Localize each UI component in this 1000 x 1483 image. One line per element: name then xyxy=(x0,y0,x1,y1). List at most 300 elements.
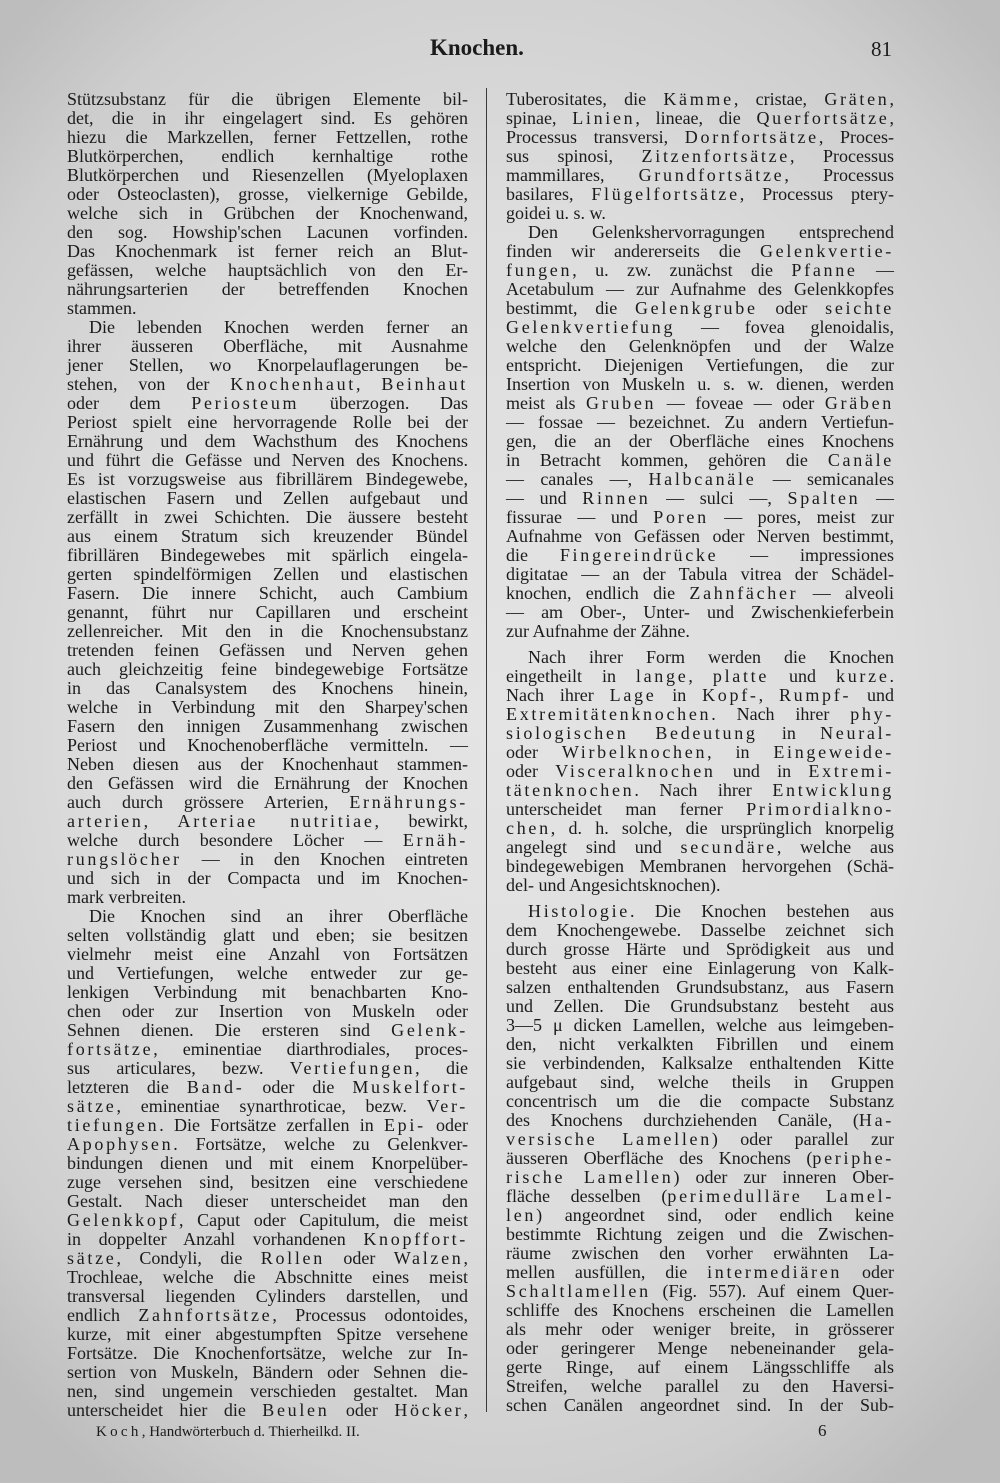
spaced-text-segment: Extremi- xyxy=(808,761,894,781)
text-line xyxy=(506,1054,894,1073)
text-line xyxy=(67,679,468,698)
spaced-text-segment: Grundfortsätze xyxy=(638,165,785,185)
text-segment: salzen enthaltenden Grundsubstanz, aus Fasern xyxy=(506,977,894,997)
text-segment: Ernährung und dem Wachsthum des Knochens xyxy=(67,431,468,451)
text-line xyxy=(67,109,468,128)
text-line xyxy=(67,1401,468,1420)
text-segment: . Die Knochen bestehen aus xyxy=(630,901,894,921)
text-segment: goidei u. s. w. xyxy=(506,203,606,223)
text-line xyxy=(506,394,894,413)
text-segment: welche sich in Grübchen der Knochenwand, xyxy=(67,203,468,223)
text-segment: fibrillären Bindegewebes mit spärlich eingela- xyxy=(67,545,468,565)
text-line xyxy=(67,1078,468,1097)
text-line xyxy=(506,451,894,470)
text-segment: durch grosse Härte und Sprödigkeit aus und xyxy=(506,939,894,959)
text-segment: fläche desselben ( xyxy=(506,1186,668,1206)
text-segment: , xyxy=(463,1248,468,1268)
text-line xyxy=(506,1225,894,1244)
text-line xyxy=(67,299,468,318)
text-line xyxy=(67,1325,468,1344)
spaced-text-segment: Ernäh- xyxy=(402,830,468,850)
text-segment: Acetabulum — zur Aufnahme des Gelenkkopfes xyxy=(506,279,894,299)
text-line xyxy=(67,736,468,755)
text-line xyxy=(506,1377,894,1396)
text-line xyxy=(67,1116,468,1135)
spaced-text-segment: Eingeweide- xyxy=(773,742,894,762)
text-line xyxy=(506,940,894,959)
text-line xyxy=(506,223,894,242)
text-segment: — fovea glenoidalis, xyxy=(675,317,894,337)
spaced-text-segment: intermediären xyxy=(707,1262,843,1282)
text-segment: und in xyxy=(715,761,809,781)
spaced-text-segment: Beulen xyxy=(262,1400,330,1420)
text-line xyxy=(67,204,468,223)
text-segment: . Nach ihrer xyxy=(711,704,851,724)
text-segment: als mehr oder weniger breite, in grösserer xyxy=(506,1319,894,1339)
text-segment: sertion von Muskeln, Bändern oder Sehnen die- xyxy=(67,1362,468,1382)
text-segment: — foveae — oder xyxy=(656,393,825,413)
text-segment: den Gefässen wird die Ernährung der Knochen xyxy=(67,773,468,793)
text-line xyxy=(506,959,894,978)
text-segment: ihrer äusseren Oberfläche, mit Ausnahme xyxy=(67,336,468,356)
text-segment: (Fig. 557). Auf einem Quer- xyxy=(650,1281,894,1301)
text-line xyxy=(506,997,894,1016)
text-segment: , xyxy=(143,811,178,831)
text-segment: welche durch besondere Löcher — xyxy=(67,830,403,850)
text-segment: räume zwischen den vorher erwähnten La- xyxy=(506,1243,894,1263)
text-segment: . xyxy=(889,666,895,686)
text-segment: meist als xyxy=(506,393,587,413)
text-line xyxy=(67,717,468,736)
text-segment: in Betracht kommen, gehören die xyxy=(506,450,828,470)
text-line xyxy=(67,318,468,337)
text-line xyxy=(506,413,894,432)
text-segment: zur Aufnahme der Zähne. xyxy=(506,621,690,641)
spaced-text-segment: Apophysen xyxy=(67,1134,174,1154)
text-line xyxy=(67,185,468,204)
text-segment: unterscheidet hier die xyxy=(67,1400,263,1420)
text-segment: , d. h. solche, die ursprünglich knorpelig xyxy=(550,818,894,838)
text-segment: oder xyxy=(329,1400,395,1420)
text-segment: Blutkörperchen und Riesenzellen (Myeloplaxen xyxy=(67,165,468,185)
text-line xyxy=(506,603,894,622)
text-line xyxy=(67,1173,468,1192)
text-segment: — xyxy=(860,488,895,508)
spaced-text-segment: Arteriae nutritiae xyxy=(177,811,375,831)
text-line xyxy=(506,318,894,337)
text-segment: und Vertiefungen, welche entweder zur ge- xyxy=(67,963,468,983)
sheet-signature: 6 xyxy=(818,1421,827,1440)
text-line xyxy=(67,1135,468,1154)
text-line xyxy=(67,584,468,603)
spaced-text-segment: Gelenkvertie- xyxy=(759,241,894,261)
text-segment: schliffe des Knochens erscheinen die Lamellen xyxy=(506,1300,894,1320)
text-line xyxy=(67,907,468,926)
text-segment: , xyxy=(463,1400,468,1420)
spaced-text-segment: sätze xyxy=(67,1096,117,1116)
text-segment: Das Knochenmark ist ferner reich an Blut- xyxy=(67,241,468,261)
text-line xyxy=(506,527,894,546)
spaced-text-segment: perimedulläre Lamel- xyxy=(667,1186,895,1206)
text-segment: nährungsarterien der betreffenden Knochen xyxy=(67,279,468,299)
spaced-text-segment: platte xyxy=(712,666,770,686)
text-line xyxy=(506,743,894,762)
text-segment: welche den Gelenknöpfen und der Walze xyxy=(506,336,894,356)
text-segment: , Caput oder Capitulum, die meist xyxy=(178,1210,468,1230)
text-line xyxy=(506,185,894,204)
text-segment: gerten spindelförmigen Zellen und elastischen xyxy=(67,564,468,584)
text-segment: , xyxy=(688,666,713,686)
text-segment: Streifen, welche parallel zu den Haversi- xyxy=(506,1376,894,1396)
text-line xyxy=(506,724,894,743)
text-line xyxy=(67,983,468,1002)
text-segment: des Knochens durchziehenden Canäle, ( xyxy=(506,1110,859,1130)
spaced-text-segment: Gelenkkopf xyxy=(67,1210,179,1230)
spaced-text-segment: chen xyxy=(506,818,551,838)
text-segment: . Die Fortsätze zerfallen in xyxy=(159,1115,384,1135)
text-line xyxy=(506,1149,894,1168)
text-segment: knochen, endlich die xyxy=(506,583,690,603)
text-line xyxy=(506,166,894,185)
text-line xyxy=(67,470,468,489)
text-line xyxy=(67,1211,468,1230)
text-line xyxy=(67,622,468,641)
spaced-text-segment: Gräten xyxy=(824,89,890,109)
text-line xyxy=(506,1092,894,1111)
text-segment: , lineae, die xyxy=(635,108,757,128)
text-line xyxy=(67,964,468,983)
text-line xyxy=(67,128,468,147)
text-line xyxy=(67,869,468,888)
text-line xyxy=(506,128,894,147)
text-segment: Die Knochen sind an ihrer Oberfläche xyxy=(89,906,468,926)
text-segment: Gestalt. Nach dieser unterscheidet man den xyxy=(67,1191,468,1211)
spaced-text-segment: Gräben xyxy=(824,393,894,413)
text-segment: gerte Ringe, auf einem Längsschliffe als xyxy=(506,1357,894,1377)
text-segment: zellenreicher. Mit den in die Knochensubstanz xyxy=(67,621,468,641)
text-segment: oder xyxy=(506,761,556,781)
text-segment: eingetheilt in xyxy=(506,666,636,686)
text-line xyxy=(506,762,894,781)
text-segment: , Condyli, die xyxy=(116,1248,261,1268)
text-line xyxy=(506,1035,894,1054)
text-segment: auch gleichzeitig feine bindegewebige Fortsätze xyxy=(67,659,468,679)
spaced-text-segment: lange xyxy=(635,666,689,686)
spaced-text-segment: Kopf- xyxy=(702,685,759,705)
text-segment: concentrisch um die die compacte Substanz xyxy=(506,1091,894,1111)
left-text-column xyxy=(67,90,468,1420)
text-segment: , xyxy=(758,685,779,705)
text-line xyxy=(506,648,894,667)
spaced-text-segment: Rinnen xyxy=(582,488,651,508)
text-segment: Nach ihrer Form werden die Knochen xyxy=(528,647,894,667)
text-segment: oder xyxy=(425,1115,469,1135)
text-segment: , u. zw. zunächst die xyxy=(572,260,792,280)
text-segment: in das Canalsystem des Knochens hinein, xyxy=(67,678,468,698)
spaced-text-segment: Flügelfortsätze xyxy=(591,184,740,204)
text-segment: Aufnahme von Gefässen oder Nerven bestimmt, xyxy=(506,526,894,546)
spaced-text-segment: kurze xyxy=(836,666,890,686)
text-segment: Den Gelenkshervorragungen entsprechend xyxy=(528,222,894,242)
text-segment: , welche aus xyxy=(776,837,894,857)
text-segment: dem Knochengewebe. Dasselbe zeichnet sich xyxy=(506,920,894,940)
text-segment: lenkigen Verbindung mit benachbarten Kno- xyxy=(67,982,468,1002)
spaced-text-segment: Histologie xyxy=(528,901,630,921)
text-segment: transversal liegenden Cylinders darstellen, und xyxy=(67,1286,468,1306)
text-segment: bestimmte Richtung zeigen und die Zwischen- xyxy=(506,1224,894,1244)
text-segment: oder xyxy=(506,742,562,762)
text-segment: mellen ausfüllen, die xyxy=(506,1262,708,1282)
text-segment: , Proces- xyxy=(818,127,894,147)
text-line xyxy=(67,261,468,280)
text-line xyxy=(67,375,468,394)
text-segment: del- und Angesichtsknochen). xyxy=(506,875,721,895)
text-line xyxy=(506,1016,894,1035)
text-segment: oder xyxy=(842,1262,894,1282)
spaced-text-segment: Entwicklung xyxy=(772,780,894,800)
text-segment: aus einem Stratum sich kreuzender Bündel xyxy=(67,526,468,546)
text-segment: und Zellen. Die Grundsubstanz besteht aus xyxy=(506,996,894,1016)
spaced-text-segment: Höcker xyxy=(394,1400,464,1420)
spaced-text-segment: secundäre xyxy=(680,837,777,857)
text-line xyxy=(67,831,468,850)
spaced-text-segment: Knopffort- xyxy=(363,1229,468,1249)
text-segment: bestimmt, die xyxy=(506,298,635,318)
text-segment: oder die xyxy=(244,1077,353,1097)
text-segment: , cristae, xyxy=(733,89,825,109)
text-line xyxy=(506,857,894,876)
text-line xyxy=(506,1168,894,1187)
text-segment: aufgebaut sind, welche theils in Gruppen xyxy=(506,1072,894,1092)
text-line xyxy=(506,90,894,109)
text-line xyxy=(67,888,468,907)
spaced-text-segment: tätenknochen xyxy=(506,780,635,800)
text-segment: welche in Verbindung mit den Sharpey'schen xyxy=(67,697,468,717)
text-line xyxy=(67,1192,468,1211)
text-segment: , eminentiae diarthrodiales, proces- xyxy=(153,1039,468,1059)
text-line xyxy=(506,489,894,508)
spaced-text-segment: fortsätze xyxy=(67,1039,154,1059)
text-line xyxy=(506,686,894,705)
spaced-text-segment: Gelenk- xyxy=(391,1020,468,1040)
text-segment: unterscheidet man ferner xyxy=(506,799,747,819)
text-segment: — fossae — bezeichnet. Zu andern Vertiefun- xyxy=(506,412,894,432)
text-line xyxy=(506,921,894,940)
text-line xyxy=(67,1287,468,1306)
text-segment: auch durch grössere Arterien, xyxy=(67,792,350,812)
text-line xyxy=(67,280,468,299)
text-segment: Sehnen dienen. Die ersteren sind xyxy=(67,1020,392,1040)
text-line xyxy=(67,1154,468,1173)
text-segment: — alveoli xyxy=(798,583,895,603)
text-segment: und führt die Gefässe und Nerven des Knochens. xyxy=(67,450,468,470)
text-segment: gefässen, welche hauptsächlich von den Er- xyxy=(67,260,468,280)
text-line xyxy=(506,508,894,527)
text-line xyxy=(506,261,894,280)
text-line xyxy=(67,1306,468,1325)
spaced-text-segment: Visceralknochen xyxy=(555,761,716,781)
text-line xyxy=(506,1073,894,1092)
text-segment: oder Osteoclasten), grosse, vielkernige Gebilde, xyxy=(67,184,468,204)
text-segment: äusseren Oberfläche des Knochens ( xyxy=(506,1148,813,1168)
spaced-text-segment: Neural- xyxy=(820,723,894,743)
text-segment: den, nicht verkalkten Fibrillen und einem xyxy=(506,1034,894,1054)
text-segment: elastischen Fasern und Zellen aufgebaut und xyxy=(67,488,468,508)
text-segment: — impressiones xyxy=(718,545,894,565)
text-segment: , xyxy=(355,374,382,394)
text-segment: endlich xyxy=(67,1305,139,1325)
spaced-text-segment: Epi- xyxy=(383,1115,426,1135)
text-line xyxy=(67,698,468,717)
spaced-text-segment: Poren xyxy=(653,507,709,527)
text-segment: gen, die an der Oberfläche eines Knochens xyxy=(506,431,894,451)
text-segment: — am Ober-, Unter- und Zwischenkieferbein xyxy=(506,602,894,622)
text-segment: Periost spielt eine hervorragende Rolle bei der xyxy=(67,412,468,432)
text-segment: — semicanales xyxy=(756,469,894,489)
text-line xyxy=(67,337,468,356)
spaced-text-segment: Band- xyxy=(186,1077,245,1097)
spaced-text-segment: versische Lamellen xyxy=(506,1129,712,1149)
text-segment: , Processus odontoides, xyxy=(272,1305,469,1325)
text-line xyxy=(67,1059,468,1078)
footer-title: , Handwörterbuch d. Thierheilkd. II. xyxy=(141,1424,360,1440)
text-line xyxy=(506,705,894,724)
text-segment: Insertion von Muskeln u. s. w. dienen, werden xyxy=(506,374,894,394)
text-segment: zerfällt in zwei Schichten. Die äussere besteht xyxy=(67,507,468,527)
spaced-text-segment: Ha- xyxy=(858,1110,894,1130)
text-line xyxy=(67,489,468,508)
page-number: 81 xyxy=(871,37,892,61)
spaced-text-segment: Gelenkvertiefung xyxy=(506,317,676,337)
text-line xyxy=(67,147,468,166)
spaced-text-segment: Canäle xyxy=(827,450,894,470)
spaced-text-segment: Walzen xyxy=(393,1248,464,1268)
text-line xyxy=(506,1358,894,1377)
text-segment: schen Canälen angeordnet sind. In der Sub- xyxy=(506,1395,894,1415)
text-segment: überzogen. Das xyxy=(299,393,468,413)
text-line xyxy=(67,945,468,964)
text-segment: , Processus xyxy=(784,165,894,185)
text-segment: — und xyxy=(506,488,583,508)
spaced-text-segment: Dornfortsätze xyxy=(684,127,819,147)
text-segment: — in den Knochen eintreten xyxy=(181,849,468,869)
paragraph xyxy=(67,90,468,318)
spaced-text-segment: Gelenkgrube xyxy=(634,298,758,318)
text-segment: die xyxy=(506,545,560,565)
text-segment: 3—5 μ dicken Lamellen, welche aus leimgeben- xyxy=(506,1015,894,1035)
spaced-text-segment: Halbcanäle xyxy=(648,469,757,489)
text-segment: oder xyxy=(324,1248,394,1268)
spaced-text-segment: Rollen xyxy=(260,1248,325,1268)
text-segment: ) oder zur inneren Ober- xyxy=(673,1167,894,1187)
text-line xyxy=(67,812,468,831)
text-line xyxy=(67,641,468,660)
text-segment: hiezu die Markzellen, ferner Fettzellen, rothe xyxy=(67,127,468,147)
spaced-text-segment: Primordialkno- xyxy=(746,799,894,819)
text-line xyxy=(506,147,894,166)
text-segment: , xyxy=(889,89,894,109)
text-line xyxy=(67,166,468,185)
text-segment: fissurae — und xyxy=(506,507,654,527)
text-segment: in xyxy=(656,685,703,705)
right-text-column xyxy=(506,90,894,1415)
spaced-text-segment: rungslöcher xyxy=(67,849,182,869)
text-segment: Periost und Knochenoberfläche vermitteln. — xyxy=(67,735,468,755)
text-line xyxy=(506,299,894,318)
spaced-text-segment: periphe- xyxy=(812,1148,894,1168)
paragraph xyxy=(67,318,468,907)
text-segment: det, die in ihr eingelagert sind. Es gehören xyxy=(67,108,468,128)
text-line xyxy=(506,978,894,997)
text-line xyxy=(67,926,468,945)
text-line xyxy=(67,451,468,470)
text-segment: und xyxy=(769,666,837,686)
text-line xyxy=(506,1130,894,1149)
text-segment: , in xyxy=(707,742,774,762)
text-line xyxy=(67,565,468,584)
column-divider xyxy=(486,88,487,1412)
text-line xyxy=(506,781,894,800)
text-segment: tretenden feinen Gefässen und Nerven gehen xyxy=(67,640,468,660)
text-line xyxy=(506,242,894,261)
text-segment: entspricht. Diejenigen Vertiefungen, die zur xyxy=(506,355,894,375)
spaced-text-segment: Ernährungs- xyxy=(349,792,468,812)
text-line xyxy=(67,755,468,774)
spaced-text-segment: rische Lamellen xyxy=(506,1167,674,1187)
text-segment: Fasern den innigen Zusammenhang zwischen xyxy=(67,716,468,736)
footer-author: Koch xyxy=(96,1424,142,1440)
text-line xyxy=(67,1382,468,1401)
text-segment: Blutkörperchen, endlich kernhaltige rothe xyxy=(67,146,468,166)
text-line xyxy=(506,1111,894,1130)
spaced-text-segment: Ver- xyxy=(426,1096,468,1116)
text-segment: oder dem xyxy=(67,393,192,413)
spaced-text-segment: len xyxy=(506,1205,537,1225)
text-segment: Fasern. Die innere Schicht, auch Cambium xyxy=(67,583,468,603)
spaced-text-segment: Wirbelknochen xyxy=(561,742,708,762)
text-line xyxy=(506,819,894,838)
spaced-text-segment: Lage xyxy=(609,685,657,705)
spaced-text-segment: Zitzenfortsätze xyxy=(641,146,790,166)
text-segment: stehen, von der xyxy=(67,374,231,394)
text-line xyxy=(506,1301,894,1320)
text-segment: ) oder parallel zur xyxy=(711,1129,894,1149)
text-line xyxy=(506,667,894,686)
text-line xyxy=(67,242,468,261)
text-segment: und sich in der Compacta und im Knochen- xyxy=(67,868,468,888)
spaced-text-segment: Schaltlamellen xyxy=(506,1281,651,1301)
text-line xyxy=(506,800,894,819)
page-title: Knochen. xyxy=(430,35,524,60)
text-segment: — sulci —, xyxy=(650,488,788,508)
text-line xyxy=(506,356,894,375)
spaced-text-segment: Knochenhaut xyxy=(230,374,356,394)
text-segment: bindungen dienen und mit einem Knorpelüber- xyxy=(67,1153,468,1173)
text-segment: finden wir andererseits die xyxy=(506,241,760,261)
text-segment: jener Stellen, wo Knorpelauflagerungen be- xyxy=(67,355,468,375)
text-line xyxy=(67,432,468,451)
spaced-text-segment: Querfortsätze xyxy=(756,108,890,128)
text-line xyxy=(506,1320,894,1339)
text-segment: — xyxy=(857,260,894,280)
text-segment: Es ist vorzugsweise aus fibrillärem Bindegewebe, xyxy=(67,469,468,489)
spaced-text-segment: Rumpf- xyxy=(778,685,852,705)
spaced-text-segment: Gruben xyxy=(586,393,657,413)
text-line xyxy=(506,432,894,451)
text-line xyxy=(506,1396,894,1415)
text-line xyxy=(506,1282,894,1301)
spaced-text-segment: Fingereindrücke xyxy=(559,545,719,565)
